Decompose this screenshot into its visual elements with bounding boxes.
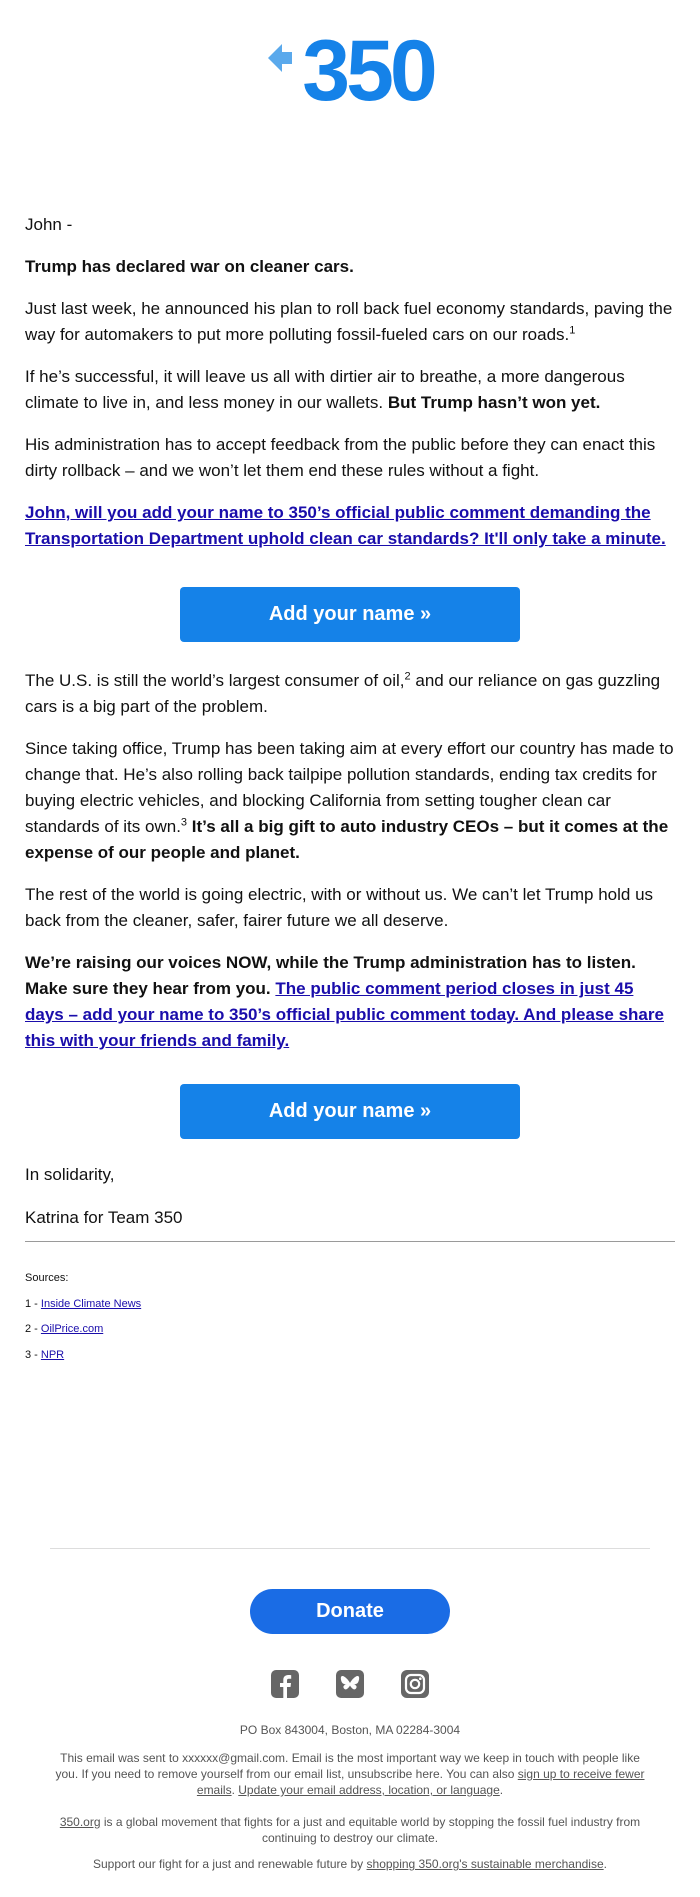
source-num-1: 1 - (25, 1298, 41, 1310)
source-link-3[interactable]: NPR (40, 1349, 65, 1361)
paragraph-2-bold: But Trump hasn’t won yet. (387, 393, 601, 412)
bluesky-icon[interactable] (336, 1670, 364, 1698)
footer-address: PO Box 843004, Boston, MA 02284-3004 (239, 1723, 461, 1737)
donate-button[interactable]: Donate (250, 1589, 450, 1634)
paragraph-3: His administration has to accept feedback from the public before they can enact this dirty rollback – and we won’t let them end these rules without a fight. (25, 435, 656, 480)
email-body (25, 212, 675, 552)
about-text: is a global movement that fights for a just and equitable world by stopping the fossil fuel industry from continuing to destroy our climate. (103, 1815, 641, 1845)
notice-sep: . (231, 1783, 235, 1797)
350-org-link[interactable]: 350.org (59, 1815, 101, 1829)
350-logo[interactable] (268, 30, 436, 104)
logo-text: 350 (302, 30, 434, 104)
add-your-name-button-2[interactable]: Add your name » (180, 1084, 520, 1139)
comment-period-link[interactable]: The public comment period closes in just 45 days – add your name to 350’s official public comment today. And please share this with your friends and family. (25, 979, 664, 1050)
fewer-emails-link[interactable]: sign up to receive fewer emails (196, 1767, 645, 1797)
paragraph-5-bold: It’s all a big gift to auto industry CEOs – but it comes at the expense of our people and planet. (25, 817, 669, 862)
footer-divider (50, 1548, 650, 1549)
source-item-1 (25, 1298, 141, 1310)
source-num-3: 3 - (25, 1349, 41, 1361)
cta-link[interactable]: John, will you add your name to 350’s official public comment demanding the Transportation Department uphold clean car standards? It'll only take a minute. (25, 503, 666, 548)
greeting: John - (25, 215, 73, 234)
source-link-2[interactable]: OilPrice.com (40, 1323, 104, 1335)
source-item-2 (25, 1323, 103, 1335)
facebook-icon[interactable] (271, 1670, 299, 1698)
support-end: . (603, 1857, 607, 1871)
source-item-3 (25, 1349, 64, 1361)
notice-text: This email was sent to xxxxxx@gmail.com. Email is the most important way we keep in touch with people like you. If you need to remove yourself from our email list, unsubscribe here. You can also (55, 1751, 640, 1781)
add-your-name-button-1[interactable]: Add your name » (180, 587, 520, 642)
paragraph-4 (25, 668, 675, 720)
cta-paragraph (25, 500, 675, 552)
email-body-2 (25, 668, 675, 1054)
footer-about (50, 1814, 650, 1846)
source-link-1[interactable]: Inside Climate News (40, 1298, 142, 1310)
merchandise-link[interactable]: shopping 350.org's sustainable merchandise (366, 1857, 604, 1871)
footnote-ref-2: 2 (404, 670, 411, 683)
signature: Katrina for Team 350 (25, 1208, 183, 1227)
update-email-link[interactable]: Update your email address, location, or language (238, 1783, 500, 1797)
notice-end: . (499, 1783, 504, 1797)
divider (25, 1241, 675, 1242)
sources-label: Sources: (25, 1272, 69, 1284)
headline: Trump has declared war on cleaner cars. (25, 257, 354, 276)
closing: In solidarity, (25, 1165, 115, 1184)
paragraph-2 (25, 364, 675, 416)
paragraph-7-bold: We’re raising our voices NOW, while the Trump administration has to listen. Make sure they hear from you. (25, 953, 636, 998)
instagram-icon[interactable] (401, 1670, 429, 1698)
paragraph-5 (25, 736, 675, 866)
source-num-2: 2 - (25, 1323, 41, 1335)
paragraph-5-text: Since taking office, Trump has been taking aim at every effort our country has made to change that. He’s also rolling back tailpipe pollution standards, ending tax credits for buying electric vehicles, and blocking California from setting tougher clean car standards of its own. (25, 739, 674, 836)
paragraph-6: The rest of the world is going electric, with or without us. We can’t let Trump hold us back from the cleaner, safer, fairer future we all deserve. (25, 885, 654, 930)
footnote-ref-1: 1 (569, 324, 576, 337)
footnote-ref-3: 3 (180, 816, 188, 829)
paragraph-1-text: Just last week, he announced his plan to roll back fuel economy standards, paving the way for automakers to put more polluting fossil-fueled cars on our roads. (25, 299, 673, 344)
support-text: Support our fight for a just and renewable future by (93, 1857, 364, 1871)
footer-notice (50, 1750, 650, 1798)
paragraph-4-text-b: and our reliance on gas guzzling cars is a big part of the problem. (25, 671, 661, 716)
footer-support (50, 1856, 650, 1872)
paragraph-1 (25, 296, 675, 348)
paragraph-2-text: If he’s successful, it will leave us all with dirtier air to breathe, a more dangerous climate to live in, and less money in our wallets. (25, 367, 625, 412)
paragraph-4-text-a: The U.S. is still the world’s largest consumer of oil, (25, 671, 405, 690)
paragraph-7 (25, 950, 675, 1054)
